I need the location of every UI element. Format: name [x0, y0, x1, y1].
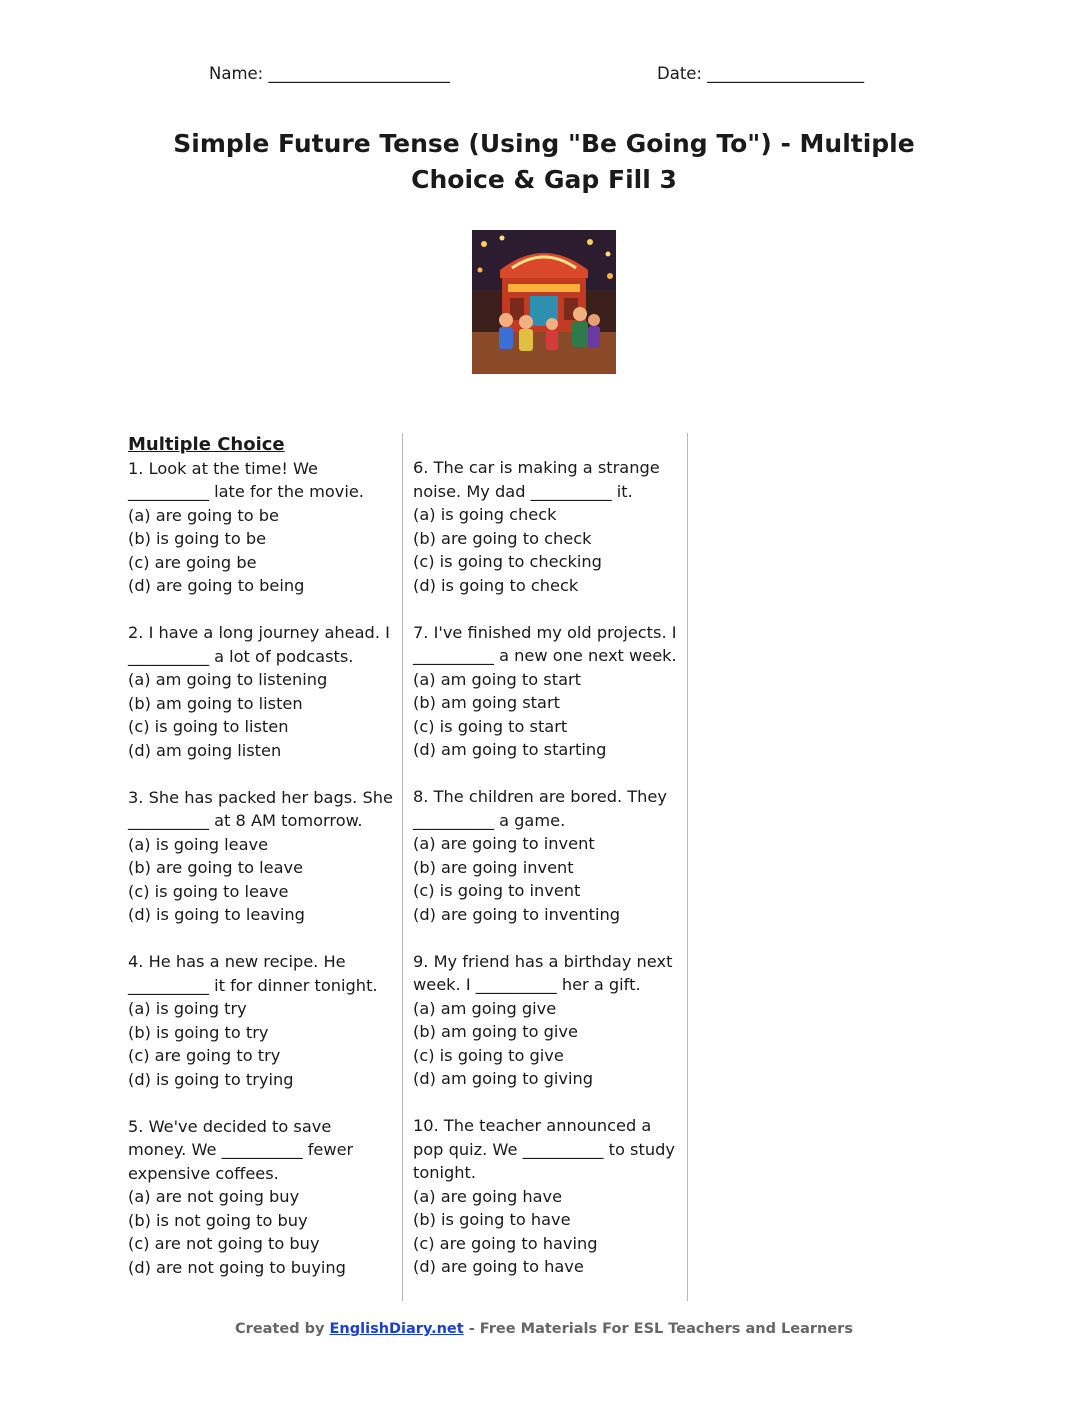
- option-d[interactable]: (d) are not going to buying: [128, 1257, 346, 1277]
- option-d[interactable]: (d) are going to inventing: [413, 904, 621, 924]
- option-c[interactable]: (c) is going to checking: [413, 552, 602, 571]
- option-d[interactable]: (d) is going to trying: [128, 1069, 294, 1089]
- option-d[interactable]: (d) am going to giving: [413, 1069, 594, 1088]
- footer-prefix: Created by: [235, 1321, 330, 1337]
- question-stem: 6. The car is making a strange noise. My dad __________ it.: [413, 458, 660, 501]
- option-b[interactable]: (b) is going to try: [128, 1022, 269, 1042]
- footer-suffix: - Free Materials For ESL Teachers and Learners: [463, 1321, 853, 1337]
- option-a[interactable]: (a) are not going buy: [128, 1187, 300, 1206]
- footer-link[interactable]: EnglishDiary.net: [329, 1321, 464, 1337]
- question-8: [413, 785, 678, 926]
- question-stem: 9. My friend has a birthday next week. I __________ her a gift.: [413, 951, 673, 994]
- questions-column-right: [413, 456, 678, 1302]
- question-stem: 2. I have a long journey ahead. I __________ a lot of podcasts.: [128, 623, 390, 666]
- option-a[interactable]: (a) am going to start: [413, 669, 581, 689]
- option-a[interactable]: (a) are going to invent: [413, 834, 595, 853]
- questions-column-left: [128, 433, 393, 1303]
- footer: [0, 1321, 1088, 1337]
- option-c[interactable]: (c) are going be: [128, 552, 257, 572]
- question-4: [128, 950, 393, 1091]
- question-2: [128, 621, 393, 762]
- option-a[interactable]: (a) is going try: [128, 999, 247, 1018]
- question-5: [128, 1115, 393, 1280]
- question-3: [128, 786, 393, 927]
- option-b[interactable]: (b) am going to give: [413, 1022, 578, 1041]
- option-b[interactable]: (b) am going to listen: [128, 693, 303, 713]
- question-6: [413, 456, 678, 597]
- option-c[interactable]: (c) are going to try: [128, 1046, 281, 1065]
- option-c[interactable]: (c) is going to invent: [413, 881, 581, 900]
- option-d[interactable]: (d) is going to leaving: [128, 905, 305, 924]
- option-a[interactable]: (a) am going give: [413, 998, 557, 1018]
- option-b[interactable]: (b) is not going to buy: [128, 1210, 308, 1230]
- option-a[interactable]: (a) are going to be: [128, 505, 280, 525]
- header-row: [0, 64, 1088, 88]
- cinema-kids-illustration-icon: [472, 230, 616, 374]
- question-stem: 3. She has packed her bags. She __________ at 8 AM tomorrow.: [128, 787, 393, 830]
- question-stem: 8. The children are bored. They __________ a game.: [413, 787, 667, 830]
- option-b[interactable]: (b) are going invent: [413, 857, 574, 877]
- option-d[interactable]: (d) am going listen: [128, 740, 282, 760]
- option-b[interactable]: (b) is going to have: [413, 1210, 571, 1229]
- option-d[interactable]: (d) am going to starting: [413, 740, 607, 759]
- question-stem: 1. Look at the time! We __________ late for the movie.: [128, 458, 364, 501]
- option-c[interactable]: (c) is going to leave: [128, 881, 289, 901]
- date-field[interactable]: Date: ___________________: [657, 64, 864, 83]
- option-c[interactable]: (c) is going to start: [413, 716, 568, 736]
- question-7: [413, 621, 678, 762]
- option-c[interactable]: (c) is going to listen: [128, 717, 289, 736]
- worksheet-title: Simple Future Tense (Using "Be Going To") - Multiple Choice & Gap Fill 3: [173, 129, 915, 194]
- question-stem: 5. We've decided to save money. We __________ fewer expensive coffees.: [128, 1116, 354, 1183]
- column-divider-left: [402, 433, 403, 1301]
- option-c[interactable]: (c) are not going to buy: [128, 1234, 320, 1253]
- column-divider-right: [687, 433, 688, 1301]
- option-b[interactable]: (b) are going to leave: [128, 858, 304, 877]
- question-9: [413, 950, 678, 1091]
- question-stem: 7. I've finished my old projects. I __________ a new one next week.: [413, 622, 677, 665]
- question-stem: 4. He has a new recipe. He __________ it for dinner tonight.: [128, 952, 378, 995]
- option-b[interactable]: (b) am going start: [413, 693, 560, 712]
- option-a[interactable]: (a) am going to listening: [128, 670, 328, 689]
- option-d[interactable]: (d) are going to being: [128, 576, 305, 595]
- option-b[interactable]: (b) is going to be: [128, 529, 267, 548]
- question-1: [128, 457, 393, 598]
- option-d[interactable]: (d) is going to check: [413, 575, 579, 595]
- name-field[interactable]: Name: ______________________: [209, 64, 450, 83]
- option-d[interactable]: (d) are going to have: [413, 1257, 584, 1276]
- option-a[interactable]: (a) are going have: [413, 1186, 563, 1206]
- section-heading: Multiple Choice: [128, 434, 285, 455]
- question-stem: 10. The teacher announced a pop quiz. We __________ to study tonight.: [413, 1116, 675, 1182]
- option-b[interactable]: (b) are going to check: [413, 528, 592, 548]
- option-c[interactable]: (c) are going to having: [413, 1233, 598, 1253]
- question-10: [413, 1114, 678, 1279]
- option-a[interactable]: (a) is going leave: [128, 834, 269, 854]
- option-a[interactable]: (a) is going check: [413, 505, 557, 524]
- option-c[interactable]: (c) is going to give: [413, 1045, 564, 1065]
